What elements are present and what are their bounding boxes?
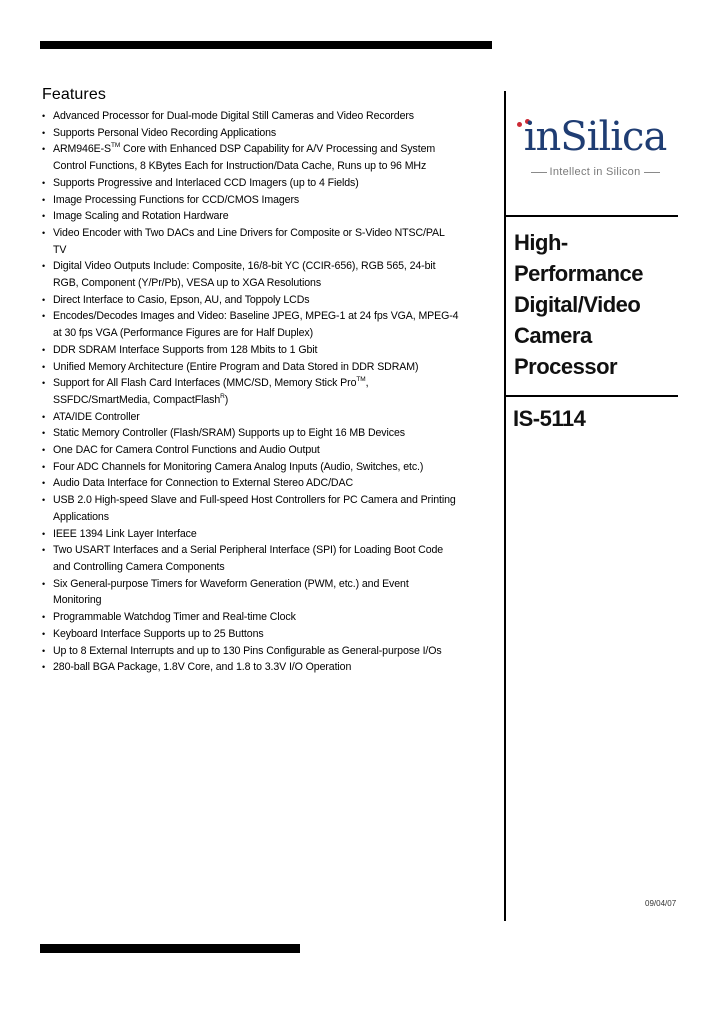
feature-item: • Advanced Processor for Dual-mode Digital Still Cameras and Video Recorders [42, 110, 415, 122]
feature-item: • Keyboard Interface Supports up to 25 Buttons [42, 627, 264, 640]
insilica-logo [512, 112, 678, 184]
feature-item: • Programmable Watchdog Timer and Real-time Clock [42, 611, 296, 624]
feature-item: • Unified Memory Architecture (Entire Program and Data Stored in DDR SDRAM) [42, 360, 419, 373]
feature-item: • Encodes/Decodes Images and Video: Baseline JPEG, MPEG-1 at 24 fps VGA, MPEG-4 at 30 fps VGA (Performance Figures are for Half Duplex) [42, 310, 459, 340]
features-list [42, 108, 492, 676]
bottom-rule [40, 944, 300, 953]
feature-item: • Support for All Flash Card Interfaces (MMC/SD, Memory Stick Pro™, SSFDC/SmartMedia, CompactFlash$^R$) [42, 376, 369, 406]
title-line: Performance [514, 261, 644, 286]
feature-item: • Supports Progressive and Interlaced CCD Imagers (up to 4 Fields) [42, 176, 359, 189]
features-heading: Features [42, 86, 106, 103]
title-line: Camera [514, 323, 592, 348]
title-line: Processor [514, 354, 618, 379]
feature-item: • Video Encoder with Two DACs and Line Drivers for Composite or S-Video NTSC/PAL TV [42, 226, 445, 256]
title-top-rule [506, 215, 678, 217]
logo-wordmark: inSilica [523, 114, 667, 160]
features-section [42, 86, 492, 676]
feature-item: • IEEE 1394 Link Layer Interface [42, 527, 197, 540]
feature-item: • Two USART Interfaces and a Serial Peripheral Interface (SPI) for Loading Boot Code and Controlling Camera Components [42, 544, 444, 573]
title-bottom-rule [506, 395, 678, 397]
revision-date: 09/04/07 [645, 899, 677, 908]
top-rule [40, 41, 492, 49]
feature-item: • Image Scaling and Rotation Hardware [42, 210, 229, 223]
logo-tagline: Intellect in Silicon [512, 166, 678, 178]
part-number: IS-5114 [513, 406, 586, 431]
feature-item: • Image Processing Functions for CCD/CMOS Imagers [42, 193, 300, 206]
feature-item: • Four ADC Channels for Monitoring Camera Analog Inputs (Audio, Switches, etc.) [42, 460, 424, 473]
feature-item: • Audio Data Interface for Connection to External Stereo ADC/DAC [42, 477, 353, 490]
feature-item: • Digital Video Outputs Include: Composite, 16/8-bit YC (CCIR-656), RGB 565, 24-bit RGB, Component (Y/Pr/Pb), VESA up to XGA Resolutions [42, 260, 436, 290]
feature-item: • Up to 8 External Interrupts and up to 130 Pins Configurable as General-purpose I/Os [42, 644, 442, 657]
feature-item: • ATA/IDE Controller [42, 410, 140, 423]
feature-item: • Supports Personal Video Recording Applications [42, 126, 277, 139]
feature-item: • ARM946E-S™ Core with Enhanced DSP Capability for A/V Processing and System Control Functions, 8 KBytes Each for Instruction/Data Cache, Runs up to 96 MHz [42, 142, 436, 173]
product-title [514, 227, 674, 382]
title-line: High- [514, 230, 568, 255]
feature-item: • USB 2.0 High-speed Slave and Full-speed Host Controllers for PC Camera and Printing Applications [42, 494, 456, 523]
feature-item: • Static Memory Controller (Flash/SRAM) Supports up to Eight 16 MB Devices [42, 427, 405, 440]
feature-item: • Six General-purpose Timers for Waveform Generation (PWM, etc.) and Event Monitoring [42, 577, 409, 607]
feature-item: • Direct Interface to Casio, Epson, AU, and Toppoly LCDs [42, 293, 310, 306]
feature-item: • One DAC for Camera Control Functions and Audio Output [42, 444, 320, 457]
title-line: Digital/Video [514, 292, 641, 317]
feature-item: • DDR SDRAM Interface Supports from 128 Mbits to 1 Gbit [42, 343, 318, 356]
feature-item: • 280-ball BGA Package, 1.8V Core, and 1.8 to 3.3V I/O Operation [42, 661, 352, 674]
